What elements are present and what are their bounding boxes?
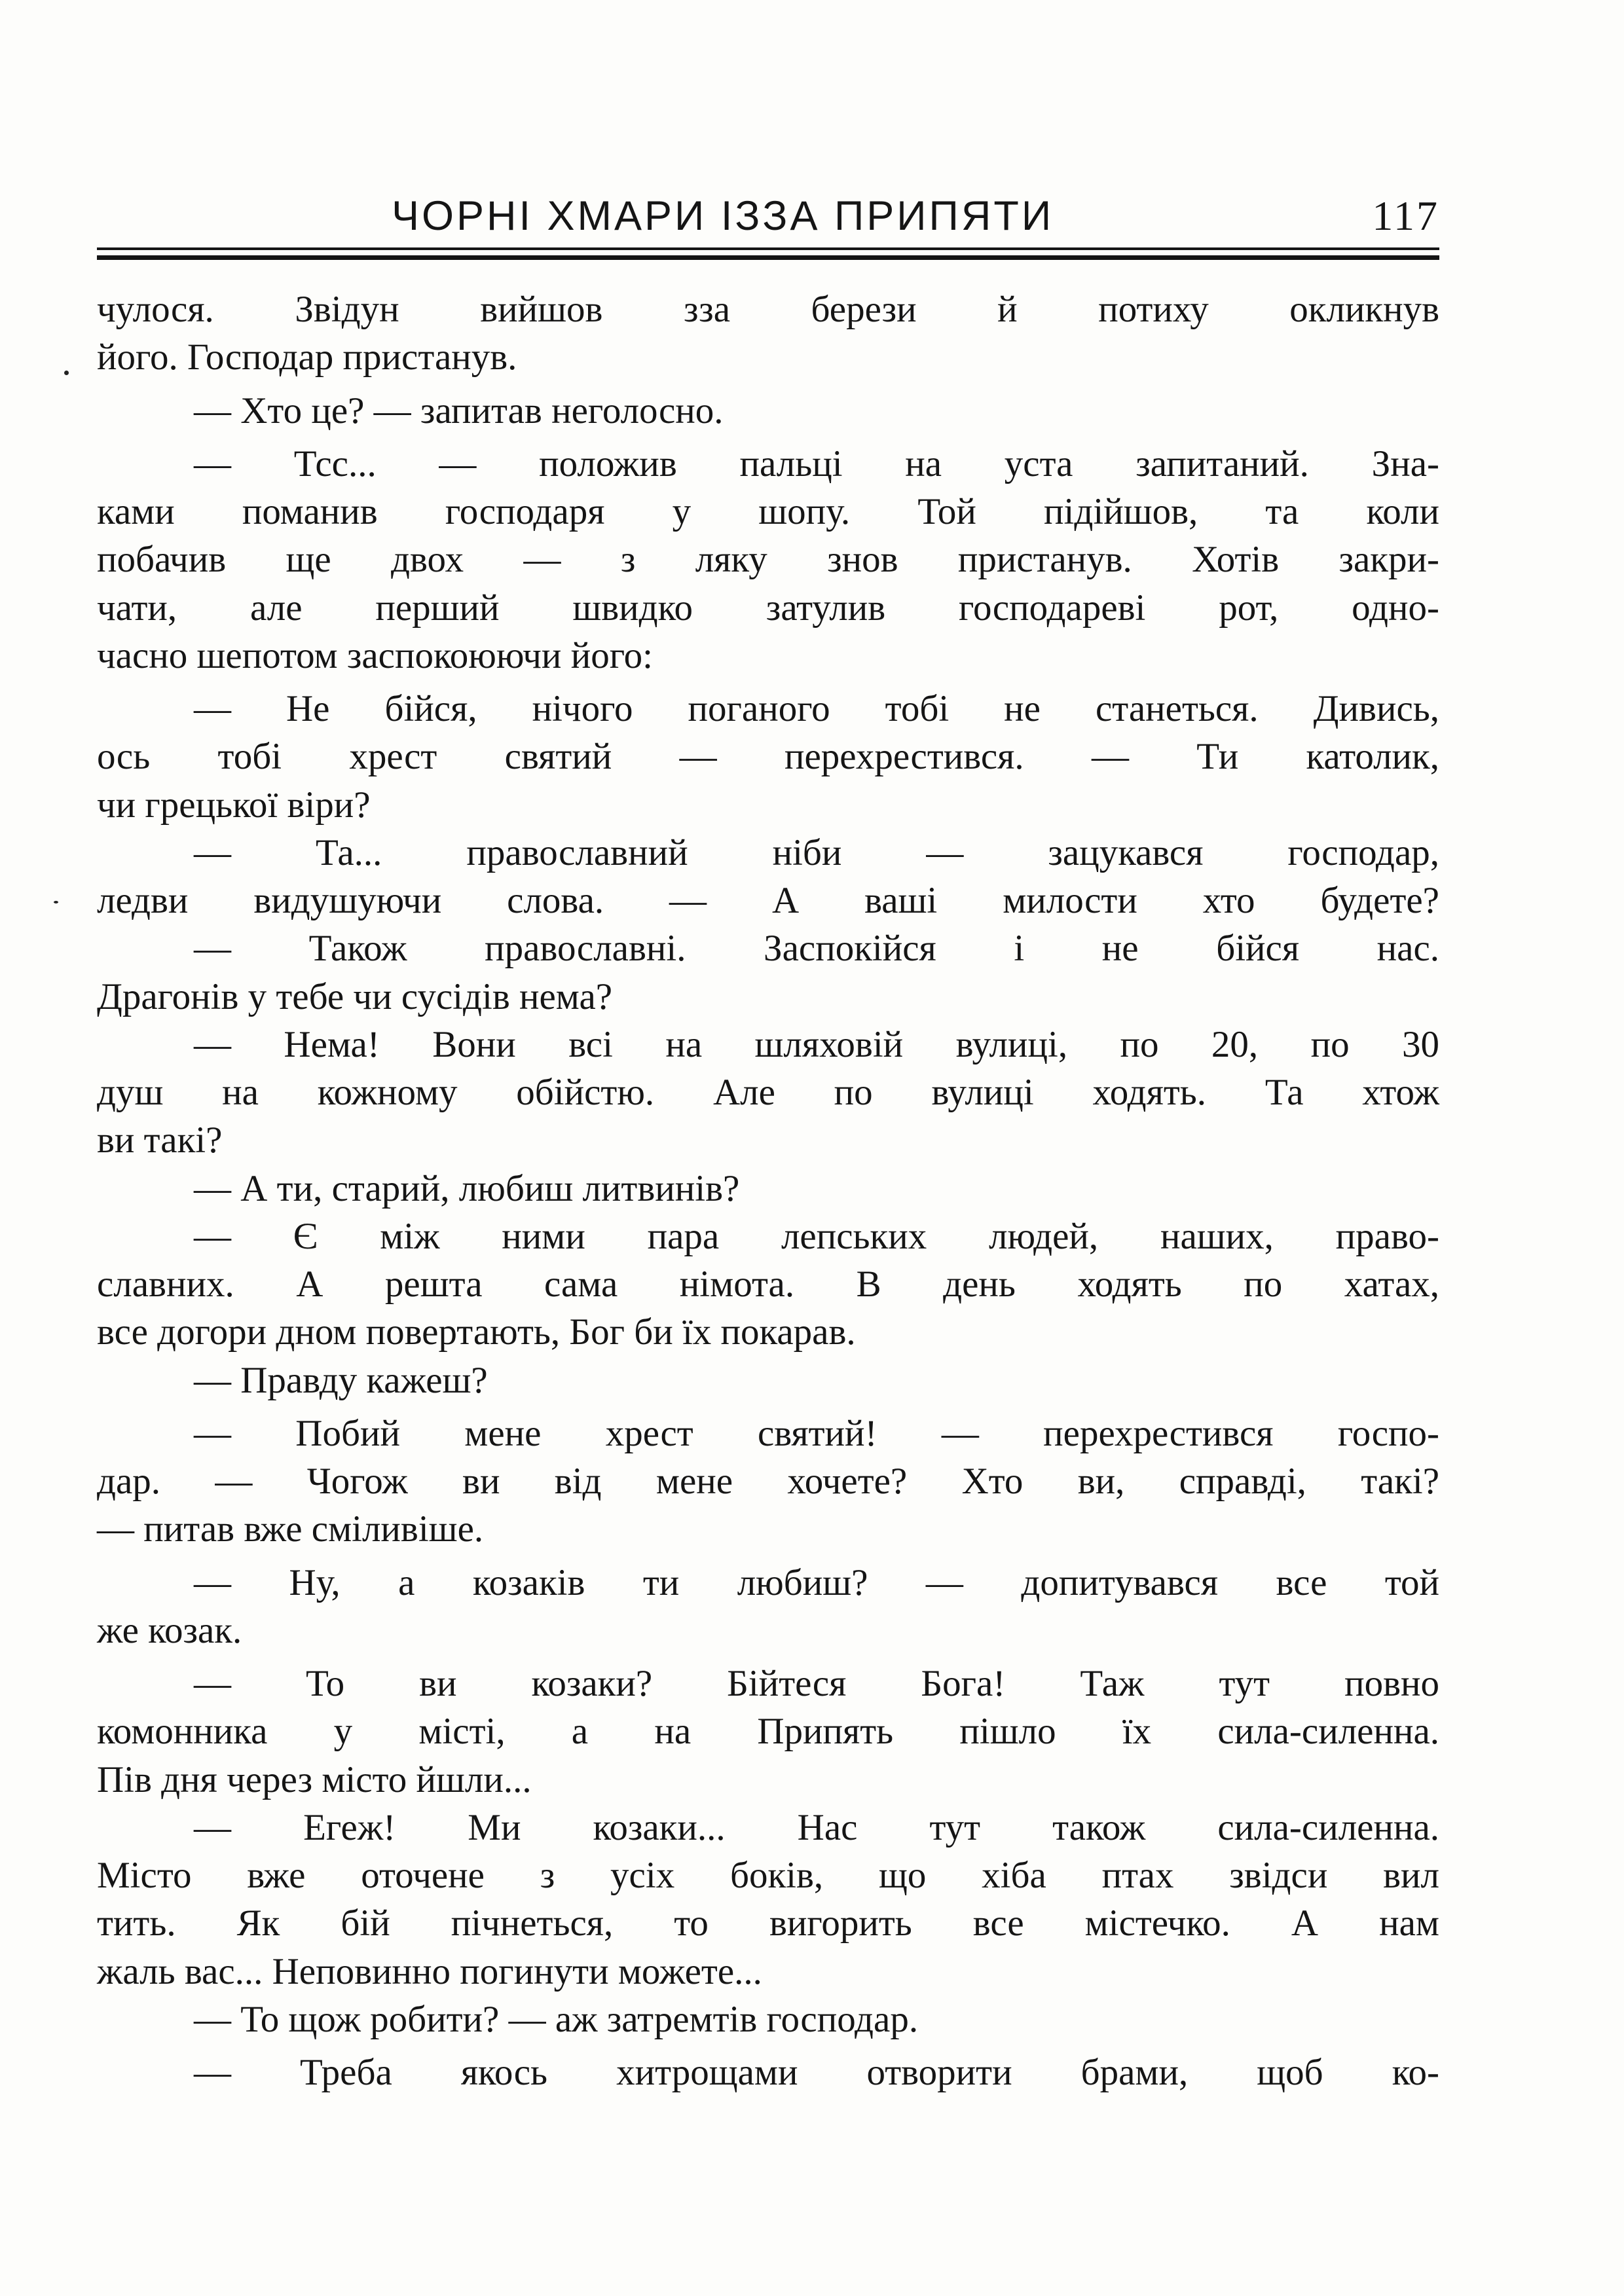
body-text [97, 285, 1439, 2096]
text-line: — Також православні. Заспокійся і не бійся нас. [194, 928, 1439, 970]
text-line: ками поманив господаря у шопу. Той підійшов, та коли [97, 491, 1439, 532]
text-line: Драгонів у тебе чи сусідів нема? [97, 975, 613, 1017]
text-line: жаль вас... Неповинно погинути можете... [97, 1950, 762, 1992]
text-line: — То ви козаки? Бійтеся Бога! Таж тут повно [194, 1663, 1439, 1704]
text-line: — А ти, старий, любиш литвинів? [194, 1167, 740, 1209]
text-line: славних. А решта сама німота. В день ходять по хатах, [97, 1264, 1439, 1305]
text-line: комонника у місті, а на Припять пішло їх сила-силенна. [97, 1711, 1439, 1753]
text-line: же козак. [97, 1609, 242, 1651]
header-rule-thin [97, 247, 1439, 250]
header-rule-thick [97, 255, 1439, 260]
text-line: чати, але перший швидко затулив господареві рот, одно- [97, 587, 1439, 629]
text-line: ось тобі хрест святий — перехрестився. — Ти католик, [97, 736, 1439, 778]
text-line: — Егеж! Ми козаки... Нас тут також сила-силенна. [194, 1806, 1439, 1848]
text-line: Місто вже оточене з усіх боків, що хіба птах звідси вил [97, 1855, 1439, 1896]
text-line: — Правду кажеш? [194, 1359, 488, 1401]
text-line: часно шепотом заспокоюючи його: [97, 634, 653, 676]
text-line: душ на кожному обійстю. Але по вулиці ходять. Та хтож [97, 1072, 1439, 1113]
text-line: чулося. Звідун вийшов зза берези й потиху окликнув [97, 289, 1439, 330]
text-line: тить. Як бій пічнеться, то вигорить все містечко. А нам [97, 1903, 1439, 1944]
text-line: — То щож робити? — аж затремтів господар. [194, 1998, 919, 2040]
ink-speck [54, 901, 58, 903]
text-line: все догори дном повертають, Бог би їх покарав. [97, 1311, 856, 1353]
text-line: — Тсс... — положив пальці на уста запитаний. Зна- [194, 443, 1439, 484]
text-line: — Є між ними пара лепських людей, наших, право- [194, 1215, 1439, 1257]
running-header [97, 190, 1439, 249]
text-line: — Хто це? — запитав неголосно. [194, 390, 724, 431]
text-line: — Треба якось хитрощами отворити брами, щоб ко- [194, 2052, 1439, 2093]
text-line: ледви видушуючи слова. — А ваші милости хто будете? [97, 880, 1439, 921]
text-line: — Не бійся, нічого поганого тобі не станеться. Дивись, [194, 688, 1439, 729]
text-line: побачив ще двох — з ляку знов пристанув. Хотів закри- [97, 539, 1439, 581]
text-line: — Побий мене хрест святий! — перехрестився госпо- [194, 1412, 1439, 1454]
text-line: ви такі? [97, 1120, 223, 1161]
text-line: — Нема! Вони всі на шляховій вулиці, по 20, по 30 [194, 1023, 1439, 1065]
text-line: — Та... православний ніби — зацукався господар, [194, 831, 1439, 873]
text-line: — Ну, а козаків ти любиш? — допитувався все той [194, 1561, 1439, 1603]
page-number: 117 [1372, 192, 1439, 239]
text-line: дар. — Чогож ви від мене хочете? Хто ви, справді, такі? [97, 1461, 1439, 1502]
text-line: його. Господар пристанув. [97, 337, 517, 378]
text-line: Пів дня через місто йшли... [97, 1758, 532, 1800]
running-title: ЧОРНІ ХМАРИ ІЗЗА ПРИПЯТИ [392, 193, 1054, 239]
text-line: — питав вже сміливіше. [97, 1508, 484, 1550]
text-line: чи грецької віри? [97, 784, 371, 826]
ink-speck [64, 371, 69, 375]
